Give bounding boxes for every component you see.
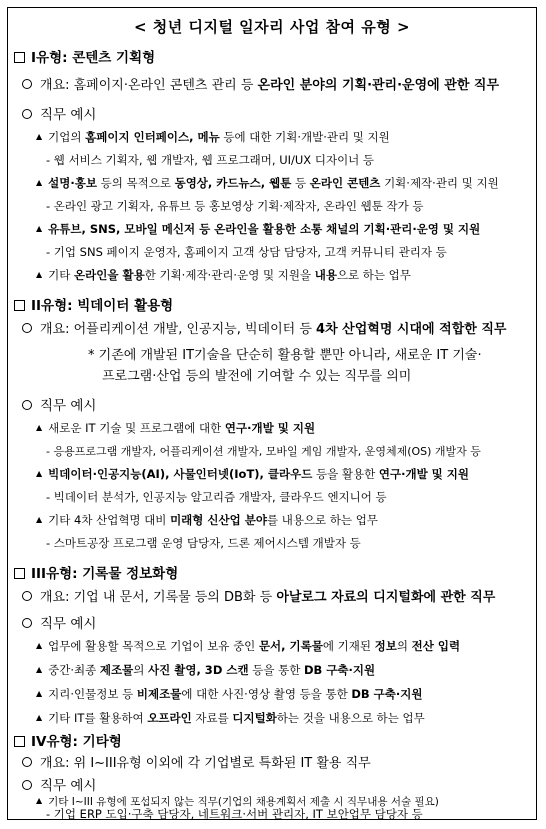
triangle-bullet-icon: ▲ (36, 178, 43, 187)
triangle-bullet-icon: ▲ (36, 423, 43, 432)
circle-icon (22, 400, 32, 410)
page-title: < 청년 디지털 일자리 사업 참여 유형 > (133, 18, 411, 36)
triangle-bullet-icon: ▲ (36, 796, 43, 805)
section2-heading: II유형: 빅데이터 활용형 (14, 294, 173, 314)
section3-item4: ▲ 기타 IT를 활용하여 오프라인 자료를 디지털화하는 것을 내용으로 하는 업무 (36, 711, 425, 725)
triangle-bullet-icon: ▲ (36, 270, 43, 279)
triangle-bullet-icon: ▲ (36, 641, 43, 650)
section3-item2: ▲ 중간·최종 제조물의 사진 촬영, 3D 스캔 등을 통한 DB 구축·지원 (36, 663, 376, 677)
square-icon (14, 300, 25, 311)
section3-item3: ▲ 지리·인물정보 등 비제조물에 대한 사진·영상 촬영 등을 통한 DB 구축·지원 (36, 687, 423, 701)
section2-overview: 개요: 어플리케이션 개발, 인공지능, 빅데이터 등 4차 산업혁명 시대에 적합한 직무 (22, 318, 506, 337)
square-icon (14, 736, 25, 747)
circle-icon (22, 780, 32, 790)
section1-overview: 개요: 홈페이지·온라인 콘텐츠 관리 등 온라인 분야의 기획·관리·운영에 관한 직무 (22, 74, 499, 93)
square-icon (14, 568, 25, 579)
circle-icon (22, 79, 32, 89)
triangle-bullet-icon: ▲ (36, 515, 43, 524)
section1-item3: ▲ 유튜브, SNS, 모바일 메신저 등 온라인을 활용한 소통 채널의 기획·관리·운영 및 지원 (36, 222, 481, 236)
triangle-bullet-icon: ▲ (36, 469, 43, 478)
section3-examples-label: 직무 예시 (22, 612, 96, 632)
section2-note-line1: * 기존에 개발된 IT기술을 단순히 활용할 뿐만 아니라, 새로운 IT 기술· (88, 348, 482, 363)
circle-icon (22, 109, 32, 119)
section1-sub2: - 온라인 광고 기획자, 유튜브 등 홍보영상 기획·제작자, 온라인 웹툰 작가 등 (46, 199, 424, 213)
section2-item2: ▲ 빅데이터·인공지능(AI), 사물인터넷(IoT), 클라우드 등을 활용한 연구·개발 및 지원 (36, 467, 470, 481)
section1-item2: ▲ 설명·홍보 등의 목적으로 동영상, 카드뉴스, 웹툰 등 온라인 콘텐츠 기획·제작·관리 및 지원 (36, 176, 499, 190)
section4-sub1: - 기업 ERP 도입·구축 담당자, 네트워크·서버 관리자, IT 보안업무 담당자 등 (46, 807, 423, 821)
section4-heading: IV유형: 기타형 (14, 730, 122, 750)
section3-heading: III유형: 기록물 정보화형 (14, 562, 178, 582)
circle-icon (22, 591, 32, 601)
section3-overview: 개요: 기업 내 문서, 기록물 등의 DB화 등 아날로그 자료의 디지털화에 관한 직무 (22, 586, 495, 605)
section4-examples-label: 직무 예시 (22, 774, 96, 794)
section2-item1: ▲ 새로운 IT 기술 및 프로그램에 대한 연구·개발 및 지원 (36, 421, 316, 435)
section4-item1: ▲ 기타 I~III 유형에 포섭되지 않는 직무(기업의 채용계획서 제출 시 직무내용 서술 필요) (36, 796, 439, 808)
triangle-bullet-icon: ▲ (36, 132, 43, 141)
document-page (7, 7, 537, 820)
section1-item1: ▲ 기업의 홈페이지 인터페이스, 메뉴 등에 대한 기획·개발·관리 및 지원 (36, 130, 390, 144)
circle-icon (22, 618, 32, 628)
square-icon (14, 52, 25, 63)
section2-examples-label: 직무 예시 (22, 394, 96, 414)
section1-examples-label: 직무 예시 (22, 103, 96, 123)
triangle-bullet-icon: ▲ (36, 689, 43, 698)
section2-sub3: - 스마트공장 프로그램 운영 담당자, 드론 제어시스템 개발자 등 (46, 536, 361, 550)
triangle-bullet-icon: ▲ (36, 713, 43, 722)
section1-sub1: - 웹 서비스 기획자, 웹 개발자, 웹 프로그래머, UI/UX 디자이너 등 (46, 153, 375, 167)
section3-item1: ▲ 업무에 활용할 목적으로 기업이 보유 중인 문서, 기록물에 기재된 정보의 전산 입력 (36, 639, 461, 653)
triangle-bullet-icon: ▲ (36, 665, 43, 674)
section1-heading: I유형: 콘텐츠 기획형 (14, 46, 155, 66)
triangle-bullet-icon: ▲ (36, 224, 43, 233)
section1-sub3: - 기업 SNS 페이지 운영자, 홈페이지 고객 상담 담당자, 고객 커뮤니티 관리자 등 (46, 245, 447, 259)
section2-sub1: - 응용프로그램 개발자, 어플리케이션 개발자, 모바일 게임 개발자, 운영체제(OS) 개발자 등 (46, 445, 481, 458)
section2-item3: ▲ 기타 4차 산업혁명 대비 미래형 신산업 분야를 내용으로 하는 업무 (36, 513, 378, 527)
section2-note-line2: 프로그램·산업 등의 발전에 기여할 수 있는 직무를 의미 (102, 369, 412, 384)
section4-overview: 개요: 위 I~III유형 이외에 각 기업별로 특화된 IT 활용 직무 (22, 752, 371, 771)
section1-item4: ▲ 기타 온라인을 활용한 기획·제작·관리·운영 및 지원을 내용으로 하는 업무 (36, 268, 411, 282)
circle-icon (22, 757, 32, 767)
section2-sub2: - 빅데이터 분석가, 인공지능 알고리즘 개발자, 클라우드 엔지니어 등 (46, 490, 387, 504)
circle-icon (22, 323, 32, 333)
